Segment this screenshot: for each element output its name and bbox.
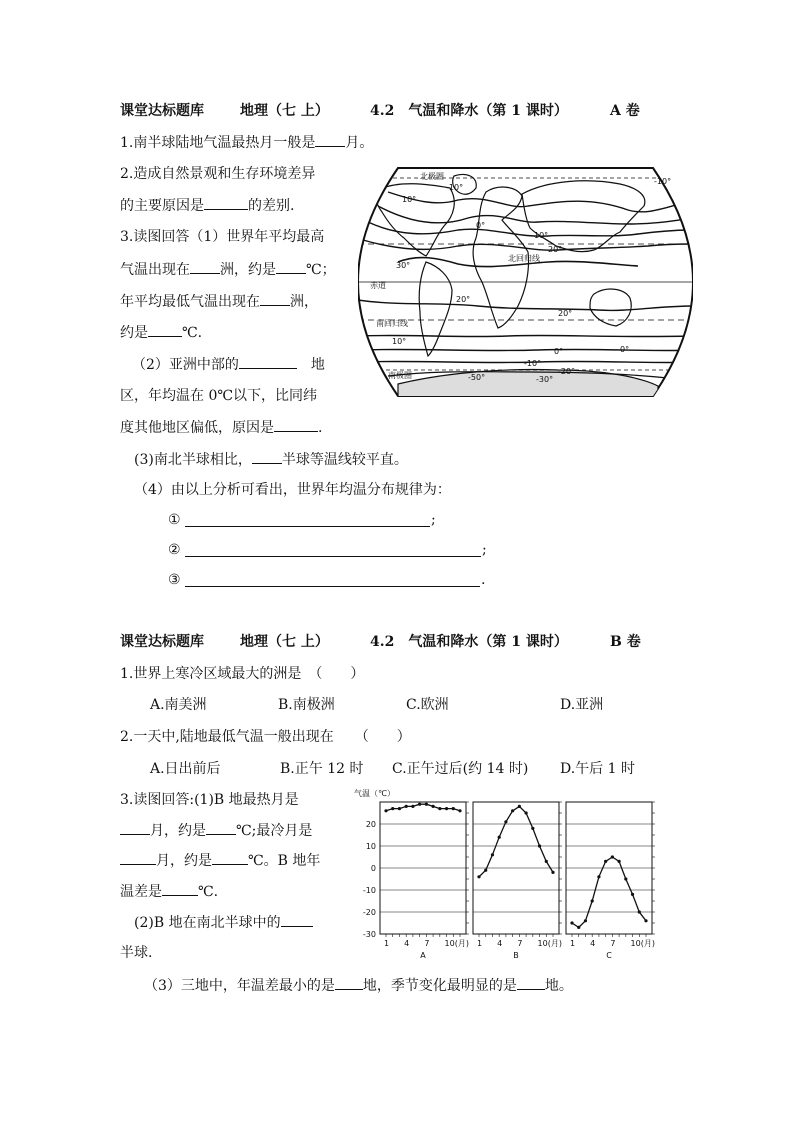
- x-tick-label: 4: [497, 939, 503, 948]
- b-q3-text-j: 地。: [544, 978, 573, 994]
- a-q3-text-j: 度其他地区偏低，原因是: [120, 420, 274, 436]
- a-q3-text-m: 半球等温线较平直。: [281, 452, 408, 468]
- x-tick-label: 1: [570, 939, 576, 948]
- data-point-A: [438, 807, 441, 810]
- a-answer-line-3[interactable]: [185, 586, 480, 587]
- a-q3-line3: [120, 291, 318, 312]
- b-q3-blank-range[interactable]: [162, 881, 198, 896]
- data-point-B: [551, 871, 554, 874]
- a-q3-text-f: 约是: [120, 325, 148, 341]
- a-q3-text-l: (3)南北半球相比，: [134, 452, 252, 468]
- a-q3-line4: [120, 322, 202, 343]
- a-q3-line1: 3.读图回答（1）世界年平均最高: [120, 229, 325, 245]
- data-point-A: [398, 807, 401, 810]
- b-q3-text-e: 温差是: [120, 884, 162, 900]
- data-point-A: [445, 807, 448, 810]
- data-point-C: [617, 860, 620, 863]
- data-point-B: [531, 827, 534, 830]
- y-tick-label: -20: [362, 908, 376, 917]
- a-q3-blank-temp-high[interactable]: [276, 259, 306, 274]
- data-point-B: [538, 844, 541, 847]
- data-point-C: [604, 860, 607, 863]
- a-q3-blank-hemisphere[interactable]: [252, 449, 282, 464]
- data-point-A: [411, 805, 414, 808]
- header-a-series: 课堂达标题库: [120, 103, 204, 119]
- a-q3-circle3: ③: [168, 572, 181, 588]
- a-q3-blank-temp-low[interactable]: [148, 322, 182, 337]
- b-q3-text-a: 月，约是: [150, 823, 206, 839]
- label-iso-0a: 0°: [476, 221, 486, 230]
- data-point-A: [418, 803, 421, 806]
- series-line-B: [479, 806, 553, 876]
- header-a-lesson: 4.2 气温和降水（第 1 课时）: [370, 103, 568, 119]
- a-q3-circle2: ②: [168, 542, 181, 558]
- a-q3-line6: 区，年均温在 0℃以下，比同纬: [120, 388, 318, 404]
- b-q3-text-b: ℃;最冷月是: [236, 823, 313, 839]
- label-iso-0c: 0°: [620, 345, 630, 354]
- label-arctic: 北极圈: [420, 172, 444, 181]
- b-q3-line2: [120, 820, 312, 841]
- label-tropic-n: 北回归线: [508, 254, 540, 263]
- series-label-B: B: [513, 951, 519, 960]
- label-iso-30a: 30°: [396, 261, 411, 270]
- header-b-lesson: 4.2 气温和降水（第 1 课时）: [370, 634, 568, 650]
- b-q3-text-i: 地，季节变化最明显的是: [362, 978, 517, 994]
- header-a-paper: A 卷: [610, 103, 640, 119]
- b-q3-line5: [134, 912, 313, 933]
- b-q2-stem: 2.一天中,陆地最低气温一般出现在 （ ）: [120, 729, 411, 745]
- a-q1-tail: 月。: [345, 135, 374, 151]
- a-q3-line7: [120, 417, 322, 438]
- b-q3-text-c: 月，约是: [156, 853, 212, 869]
- label-antarctic: 南极圈: [388, 371, 412, 380]
- data-point-C: [611, 855, 614, 858]
- x-tick-label: 10(月): [630, 939, 655, 948]
- b-q2-option-a[interactable]: A.日出前后: [150, 761, 221, 777]
- label-iso-10a: 10°: [402, 195, 417, 204]
- data-point-B: [498, 836, 501, 839]
- b-q3-line7: [144, 975, 573, 996]
- a-q2-line2: [120, 195, 294, 216]
- y-tick-label: 0: [370, 864, 376, 873]
- a-q3-line5: [132, 354, 325, 375]
- a-q1-text: 1.南半球陆地气温最热月一般是: [120, 135, 316, 151]
- y-tick-label: 20: [365, 820, 376, 829]
- data-point-C: [577, 926, 580, 929]
- x-tick-label: 10(月): [537, 939, 562, 948]
- a-q3-text-a: 气温出现在: [120, 262, 190, 278]
- data-point-A: [384, 809, 387, 812]
- data-point-B: [518, 805, 521, 808]
- b-q3-blank-cold-temp[interactable]: [212, 850, 248, 865]
- series-label-C: C: [606, 951, 612, 960]
- label-iso-m10b: -10°: [654, 177, 672, 186]
- header-b-subject: 地理（七 上）: [240, 634, 329, 650]
- a-q2-blank[interactable]: [204, 195, 248, 210]
- data-point-A: [431, 805, 434, 808]
- b-q3-text-g: (2)B 地在南北半球中的: [134, 915, 281, 931]
- y-tick-label: -30: [362, 930, 376, 939]
- x-tick-label: 7: [610, 939, 616, 948]
- x-tick-label: 7: [424, 939, 430, 948]
- data-point-B: [524, 811, 527, 814]
- a-answer-line-1[interactable]: [185, 526, 430, 527]
- a-q3-text-g: ℃.: [182, 325, 203, 341]
- world-isotherm-map: [358, 166, 693, 398]
- data-point-A: [425, 803, 428, 806]
- data-point-A: [405, 805, 408, 808]
- label-tropic-s: 南回归线: [376, 319, 408, 328]
- data-point-C: [644, 919, 647, 922]
- header-a-subject: 地理（七 上）: [240, 103, 329, 119]
- label-iso-10c: 10°: [392, 337, 407, 346]
- label-iso-m10a: -10°: [446, 183, 464, 192]
- b-q1-option-b[interactable]: B.南极洲: [278, 697, 335, 713]
- temperature-charts: [352, 786, 662, 961]
- data-point-C: [591, 899, 594, 902]
- a-q3-circle1: ①: [168, 512, 181, 528]
- label-iso-0b: 0°: [554, 347, 564, 356]
- chart-ylabel: 气温（℃）: [354, 789, 395, 798]
- label-iso-20c: 20°: [558, 309, 573, 318]
- b-q3-line4: [120, 881, 218, 902]
- a-q3-line8: [134, 449, 408, 470]
- b-q3-blank-cold-month[interactable]: [120, 850, 156, 865]
- data-point-A: [458, 809, 461, 812]
- a-q1: [120, 132, 373, 153]
- data-point-A: [452, 807, 455, 810]
- a-q2-tail: 的差别.: [248, 198, 295, 214]
- label-iso-10b: 10°: [534, 231, 549, 240]
- a-q1-blank[interactable]: [315, 132, 345, 147]
- a-q3-blank-reason[interactable]: [274, 417, 318, 432]
- y-tick-label: 10: [365, 842, 376, 851]
- x-tick-label: 10(月): [444, 939, 469, 948]
- a-q3-text-b: 洲，约是: [220, 262, 276, 278]
- data-point-B: [504, 820, 507, 823]
- a-q2-text: 的主要原因是: [120, 198, 204, 214]
- data-point-C: [597, 875, 600, 878]
- data-point-A: [391, 807, 394, 810]
- data-point-B: [491, 853, 494, 856]
- data-point-C: [584, 919, 587, 922]
- a-q3-line9: （4）由以上分析可看出，世界年均温分布规律为：: [134, 482, 451, 498]
- label-iso-20a: 20°: [548, 245, 563, 254]
- data-point-C: [631, 893, 634, 896]
- b-q3-line6: 半球.: [120, 945, 153, 961]
- b-q2-option-c[interactable]: C.正午过后(约 14 时): [392, 761, 529, 777]
- b-q3-text-f: ℃.: [198, 884, 219, 900]
- x-tick-label: 4: [404, 939, 410, 948]
- label-iso-20b: 20°: [456, 295, 471, 304]
- b-q3-text-h: （3）三地中，年温差最小的是: [144, 978, 335, 994]
- b-q1-option-d[interactable]: D.亚洲: [560, 697, 604, 713]
- a-answer-line-2[interactable]: [185, 556, 481, 557]
- a-q3-text-i: 地: [310, 357, 325, 373]
- b-q2-option-b[interactable]: B.正午 12 时: [280, 761, 364, 777]
- data-point-C: [624, 877, 627, 880]
- x-tick-label: 7: [517, 939, 523, 948]
- label-equator: 赤道: [370, 281, 386, 290]
- data-point-B: [511, 809, 514, 812]
- b-q3-line1: 3.读图回答:(1)B 地最热月是: [120, 792, 299, 808]
- data-point-C: [570, 921, 573, 924]
- a-q3-circle3-end: .: [481, 572, 486, 588]
- b-q3-blank-hot-month[interactable]: [120, 820, 150, 835]
- header-b-series: 课堂达标题库: [120, 634, 204, 650]
- b-q3-line3: [120, 850, 320, 871]
- label-iso-m20: -20°: [558, 367, 576, 376]
- data-point-C: [638, 910, 641, 913]
- series-line-A: [386, 804, 460, 811]
- series-line-C: [572, 857, 646, 927]
- a-q3-text-k: .: [318, 420, 323, 436]
- x-tick-label: 4: [590, 939, 596, 948]
- a-q3-circle1-end: ;: [431, 512, 436, 528]
- a-q3-blank-continent-high[interactable]: [190, 259, 220, 274]
- label-iso-m50: -50°: [468, 373, 486, 382]
- b-q3-text-d: ℃。B 地年: [248, 853, 321, 869]
- label-iso-m30: -30°: [536, 375, 554, 384]
- a-q3-circle2-end: ;: [482, 542, 487, 558]
- a-q3-text-d: 年平均最低气温出现在: [120, 294, 260, 310]
- b-q2-option-d[interactable]: D.午后 1 时: [560, 761, 635, 777]
- data-point-B: [484, 869, 487, 872]
- a-q3-text-c: ℃；: [306, 262, 336, 278]
- b-q3-blank-hot-temp[interactable]: [206, 820, 236, 835]
- b-q1-option-a[interactable]: A.南美洲: [150, 697, 207, 713]
- x-tick-label: 1: [477, 939, 483, 948]
- a-q3-text-h: （2）亚洲中部的: [132, 357, 239, 373]
- a-q3-blank-region[interactable]: [239, 354, 297, 369]
- x-tick-label: 1: [384, 939, 390, 948]
- series-label-A: A: [420, 951, 426, 960]
- a-q3-line2: [120, 259, 336, 280]
- a-q2-line1: 2.造成自然景观和生存环境差异: [120, 166, 316, 182]
- b-q3-blank-seasonal[interactable]: [517, 975, 545, 990]
- a-q3-text-e: 洲，: [290, 294, 318, 310]
- label-iso-m10c: -10°: [524, 359, 542, 368]
- a-q3-blank-continent-low[interactable]: [260, 291, 290, 306]
- b-q3-blank-smallest[interactable]: [335, 975, 363, 990]
- b-q1-stem: 1.世界上寒冷区域最大的洲是 （ ）: [120, 666, 365, 682]
- y-tick-label: -10: [362, 886, 376, 895]
- b-q3-blank-hemisphere-prefix[interactable]: [281, 912, 313, 927]
- header-b-paper: B 卷: [610, 634, 641, 650]
- data-point-B: [477, 875, 480, 878]
- data-point-B: [545, 860, 548, 863]
- b-q1-option-c[interactable]: C.欧洲: [406, 697, 449, 713]
